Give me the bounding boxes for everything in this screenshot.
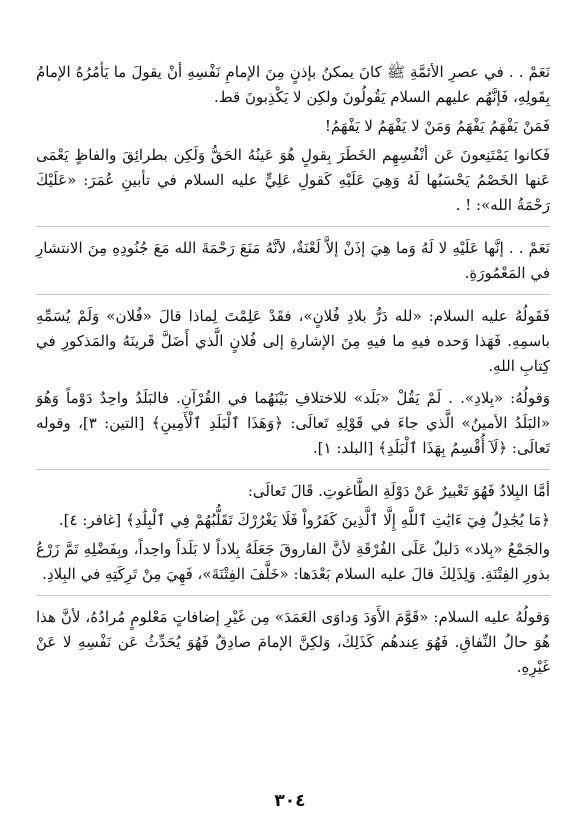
section-divider	[36, 469, 550, 470]
page-number: ٣٠٤	[274, 791, 306, 811]
paragraph-4: نَعَمْ . . إنَّها عَلَيْهِ لا لَهُ وَما هِيَ إذَنْ إلاَّ لَعْنَةٌ، لأنَّهُ مَنَعَ رَحْمَةَ الله مَعَ جُنُودِهِ مِنَ الانتشارِ في المَعْمُورَةِ.	[36, 239, 550, 282]
paragraph-6: وَقولُهُ: «بِلادِ». . لَمْ يَقُلْ «بَلَد» للاختلافِ بَيْنَهُما في القُرْآنِ. فالبَلَدُ واحِدٌ دَوْماً وَهُوَ «البَلَدُ الأمينُ» الَّذي جاءَ في قَوْلِهِ تَعالَى: ﴿وَهَذَا ٱلْبَلَدِ ٱلْأَمِينِ﴾ [التين: ٣]، وقوله تَعالَى: ﴿لَآ أُقْسِمُ بِهَذَا ٱلْبَلَدِ﴾ [البلد: ١].	[36, 389, 550, 457]
section-divider	[36, 595, 550, 596]
paragraph-3: فَكانوا يَمْتَنِعونَ عَن أنْفُسِهِم الخَطَرَ بِقولٍ هُوَ عَينُهُ الحَقُّ وَلَكِن بطرائِقَ والفاظٍ يَعْمَى عَنها الخَصْمُ يَحْسَبُها لَهُ وَهِيَ عَلَيْهِ كَقولِ عَلِيٍّ عليه السلام في تأبينِ عُمَرَ: «عَلَيْكَ رَحْمَةُ الله»: ! .	[36, 146, 550, 214]
paragraph-9: وَقولُهُ عليه السلام: «قَوَّمَ الأَوَدَ وَداوَى العَمَدَ» مِن غَيْرِ إضافاتٍ مَعْلومٍ مُرادُهُ، لأنَّ هذا هُوَ حالُ النِّفاقِ. فَهُوَ عِندهُم كَذَلِكَ، وَلكِنَّ الإمامَ صادِقٌ فَهُوَ يُحَدِّثُ عَن نَفْسِهِ لا عَنْ غَيْرِهِ.	[36, 608, 550, 676]
quran-verse: ﴿مَا يُجَٰدِلُ فِيٓ ءَايَٰتِ ٱللَّهِ إِلَّا ٱلَّذِينَ كَفَرُواْ فَلَا يَغْرُرْكَ تَقَلُّبُهُمْ فِي ٱلْبِلَٰدِ﴾ [غافر: ٤].	[58, 511, 550, 529]
paragraph-5: فَقَولُهُ عليه السلام: «لله دَرُّ بلادِ فُلانٍ»، فقَدْ عَلِمْتَ لِماذا قالَ «فُلان» وَلَمْ يُسَمِّهِ باسمِهِ. فَهَذا وَحده فيهِ ما فيهِ مِنَ الإشارةِ إلى فُلانٍ الَّذي أَضَلَّ قَرينَهُ والمَذكورِ في كِتابِ اللهِ.	[36, 307, 550, 375]
page-body	[36, 60, 550, 680]
paragraph-2: فَمَنْ يَفْهَمُ يَفْهَمُ وَمَنْ لا يَفْهَمُ لا يَفْهَمُ!	[324, 117, 550, 135]
paragraph-gap	[36, 379, 550, 386]
paragraph-7: أمَّا البِلادُ فَهُوَ تَعْبيرٌ عَنْ دَوْلَةِ الطَّاغوتِ. قَالَ تَعالَى:	[247, 482, 550, 500]
section-divider	[36, 294, 550, 295]
paragraph-1: نَعَمْ . . في عصرِ الأئمَّةِ ﷺ كانَ يمكنُ بإذنٍ مِنَ الإمامِ نَفْسِهِ أنْ يقولَ ما يَأمُرُهُ الإمامُ بِقَولِهِ، فَإنَّهُم عليهم السلام يَقُولُونَ ولكِن لا يَكْذِبونَ قط.	[36, 63, 550, 106]
section-divider	[36, 226, 550, 227]
paragraph-8: والجَمْعُ «بِلاد» دَليلٌ عَلَى الفُرْقَةِ لأنَّ الفاروقَ جَعَلَهُ بِلاداً لا بَلَداً واحِداً، وبِفَضْلِهِ تَمَّ زَرْعُ بذورِ الفِتْنَةِ. وَلِذَلِكَ قالَ عليه السلام بَعْدَها: «خَلَّفَ الفِتْنَةَ»، فَهِيَ مِنْ تَرِكَتِهِ في البِلادِ.	[36, 540, 550, 583]
